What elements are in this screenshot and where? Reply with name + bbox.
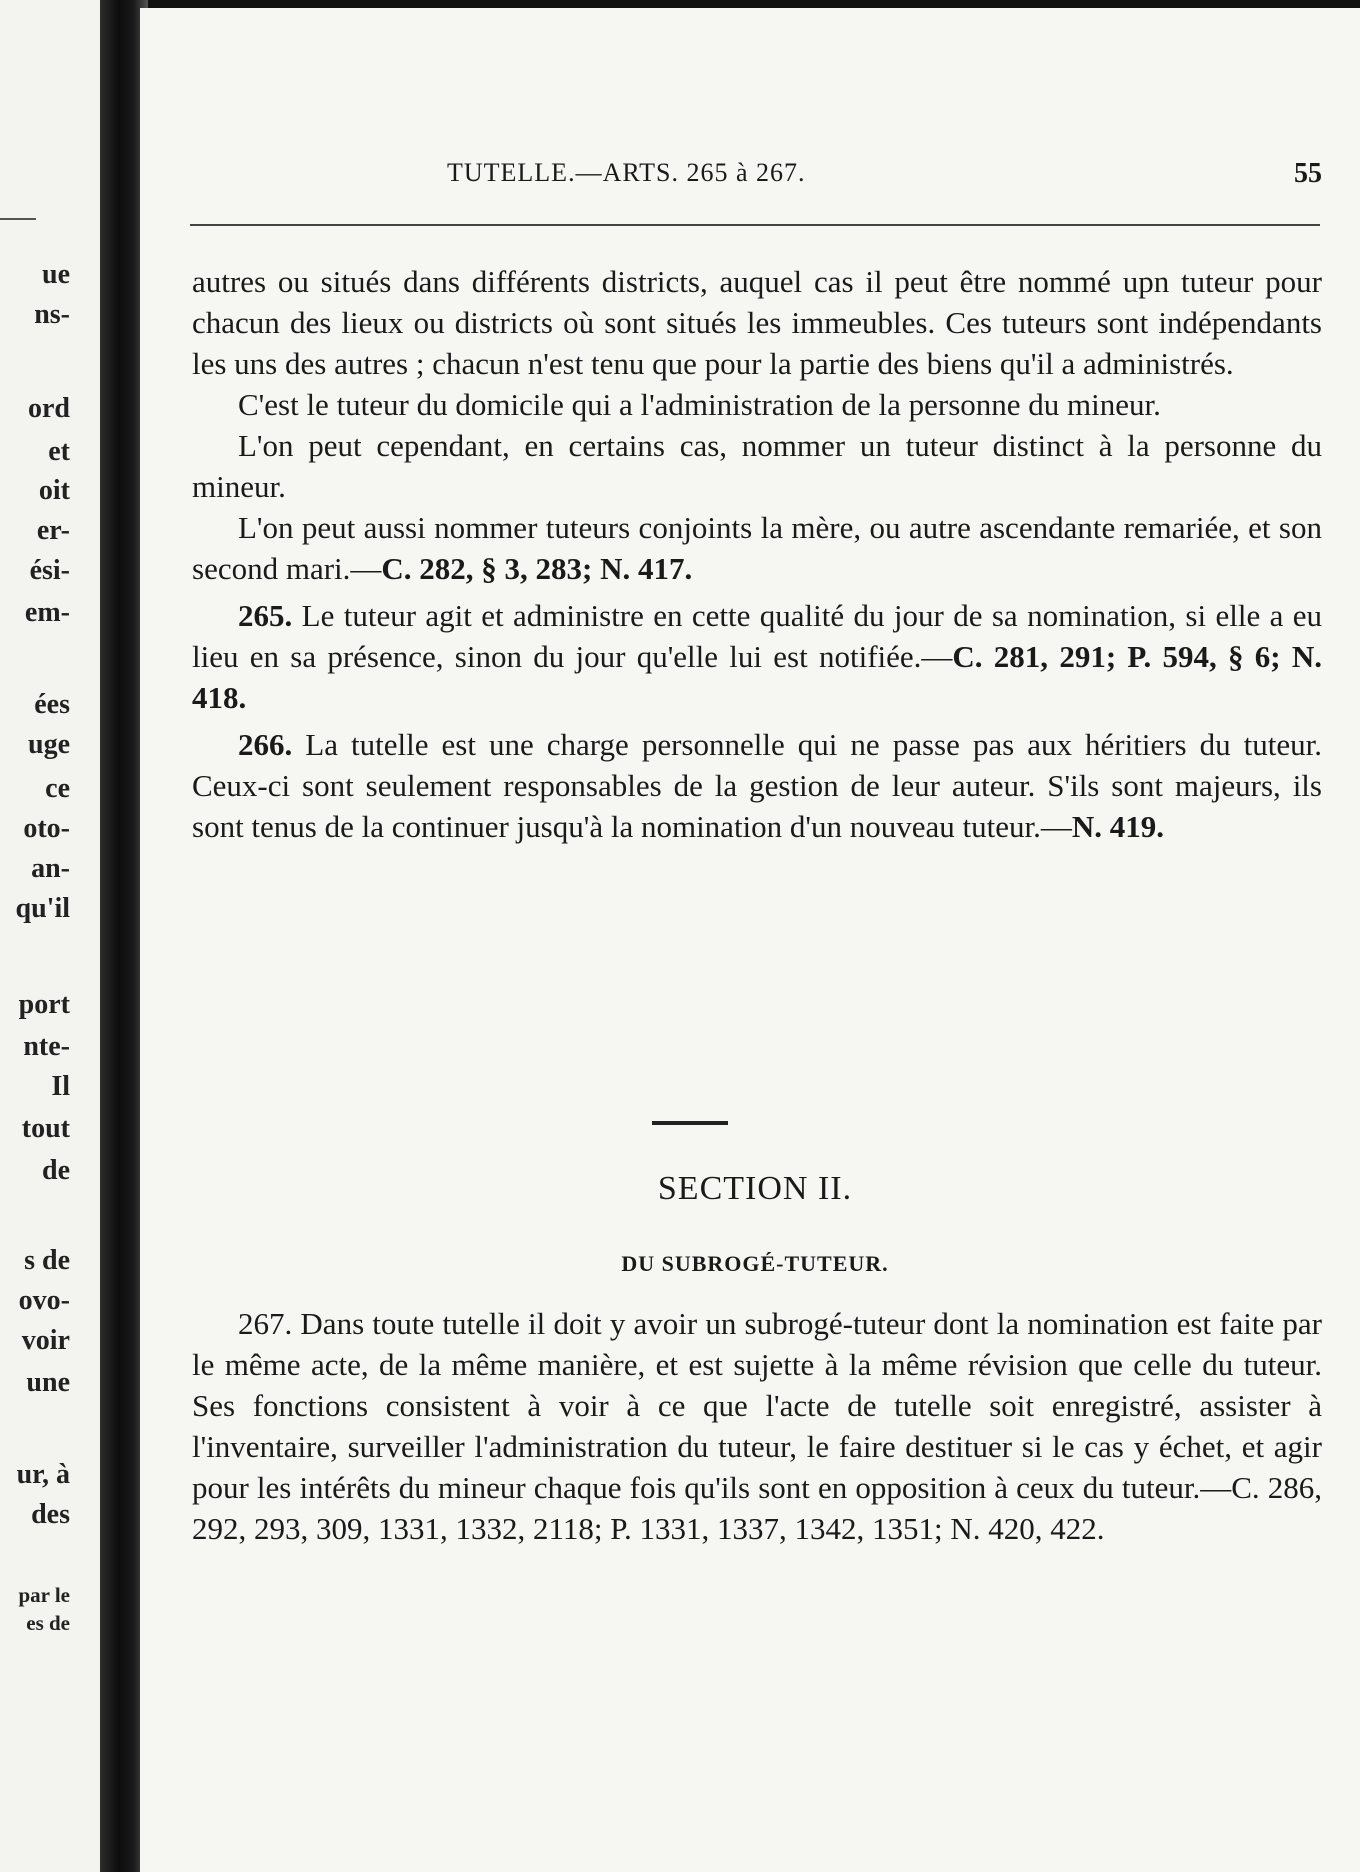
body-text-section-2 <box>192 1303 1322 1549</box>
left-fragment: ue <box>42 259 70 290</box>
left-fragment: port <box>18 989 70 1020</box>
left-fragment: oit <box>38 475 70 506</box>
book-page <box>140 8 1360 1872</box>
left-fragment: de <box>42 1155 70 1186</box>
left-fragment: s de <box>24 1245 70 1276</box>
article-number: 266. <box>238 727 293 762</box>
section-title: SECTION II. <box>657 1170 853 1207</box>
left-fragment: ce <box>45 773 70 804</box>
article-266 <box>192 724 1322 847</box>
article-267 <box>192 1303 1322 1549</box>
running-header <box>447 158 1322 198</box>
left-fragment: Il <box>51 1071 70 1102</box>
left-fragment: ur, à <box>16 1459 70 1490</box>
paragraph-text: L'on peut cependant, en certains cas, nommer un tuteur distinct à la personne du mineur. <box>192 428 1322 504</box>
left-fragment: uge <box>28 729 70 760</box>
left-fragment: et <box>48 436 70 467</box>
page-number: 55 <box>1294 158 1322 189</box>
paragraph-text: C'est le tuteur du domicile qui a l'administration de la personne du mineur. <box>238 387 1161 422</box>
article-number: 267. <box>238 1306 293 1341</box>
section-divider <box>652 1121 728 1125</box>
left-fragment: ési- <box>29 555 70 586</box>
article-reference: C. 281, 291; P. 594, § 6; N. 418. <box>192 639 1323 715</box>
article-reference: C. 286, 292, 293, 309, 1331, 1332, 2118; P. 1331, 1337, 1342, 1351; N. 420, 422. <box>192 1470 1322 1546</box>
header-rule <box>190 224 1320 226</box>
paragraph <box>192 425 1322 507</box>
left-fragment: tout <box>21 1113 70 1144</box>
header-title: TUTELLE.—ARTS. 265 à 267. <box>447 158 806 187</box>
paragraph-text: L'on peut aussi nommer tuteurs conjoints la mère, ou autre ascendante remariée, et son second mari.— <box>192 510 1322 586</box>
article-text: Dans toute tutelle il doit y avoir un subrogé-tuteur dont la nomination est faite par le même acte, de la même manière, et est sujette à la même révision que celle du tuteur. Ses fonctions consistent à voir à ce que l'acte de tutelle soit enregistré, assister à l'inventaire, surveiller l'administration du tuteur, le faire destituer si le cas y échet, et agir pour les intérêts du mineur chaque fois qu'ils sont en opposition à ceux du tuteur.— <box>192 1306 1323 1505</box>
left-fragment: des <box>31 1499 70 1530</box>
left-fragment: er- <box>36 515 70 546</box>
left-page-rule <box>0 218 36 220</box>
left-fragment: voir <box>21 1325 70 1356</box>
left-fragment: em- <box>24 597 70 628</box>
left-fragment: nte- <box>23 1031 70 1062</box>
article-number: 265. <box>238 598 293 633</box>
left-fragment: ovo- <box>18 1285 70 1316</box>
paragraph <box>192 261 1322 384</box>
article-text: Le tuteur agit et administre en cette qualité du jour de sa nomination, si elle a eu lieu en sa présence, sinon du jour qu'elle lui est notifiée.— <box>192 598 1322 674</box>
left-fragment: par le <box>18 1583 70 1607</box>
article-reference: N. 419. <box>1071 809 1165 844</box>
left-fragment: ées <box>34 689 70 720</box>
paragraph-text: autres ou situés dans différents districts, auquel cas il peut être nommé upn tuteur pour chacun des lieux ou districts où sont situés les immeubles. Ces tuteurs sont indépendants les uns des autres ; chacun n'est tenu que pour la partie des biens qu'il a administrés. <box>192 264 1322 381</box>
paragraph <box>192 384 1322 425</box>
left-fragment: ord <box>28 393 70 424</box>
section-subtitle: DU SUBROGÉ-TUTEUR. <box>621 1251 889 1276</box>
body-text <box>192 261 1322 847</box>
left-fragment: une <box>26 1367 70 1398</box>
paragraph <box>192 507 1322 589</box>
left-fragment: ns- <box>34 299 70 330</box>
article-reference: C. 282, § 3, 283; N. 417. <box>381 551 693 586</box>
article-text: La tutelle est une charge personnelle qui ne passe pas aux héritiers du tuteur. Ceux-ci sont seulement responsables de la gestion de leur auteur. S'ils sont majeurs, ils sont tenus de la continuer jusqu'à la nomination d'un nouveau tuteur.— <box>192 727 1322 844</box>
left-fragment: qu'il <box>15 893 70 924</box>
left-fragment: oto- <box>23 813 70 844</box>
article-265 <box>192 595 1322 718</box>
left-fragment: es de <box>26 1611 70 1635</box>
left-facing-page <box>0 0 100 1872</box>
left-fragment: an- <box>31 853 70 884</box>
